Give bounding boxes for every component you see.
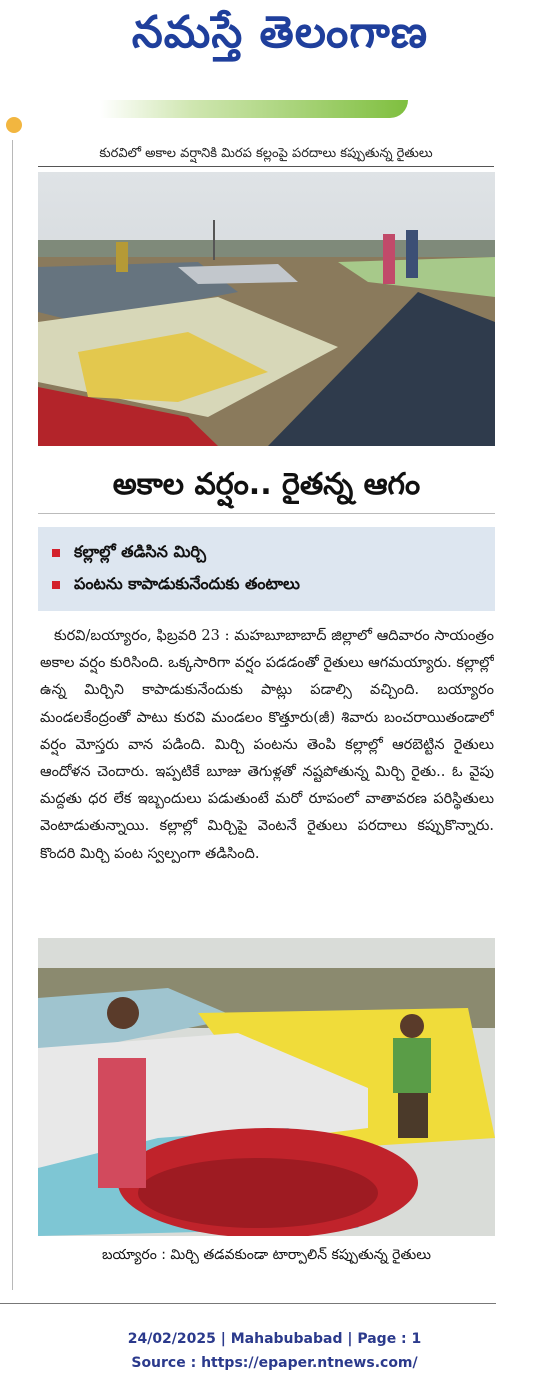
top-photo-caption: కురవిలో అకాల వర్షానికి మిరప కల్లంపై పరదాలు కప్పుతున్న రైతులు	[38, 142, 494, 167]
footer-source: Source : https://epaper.ntnews.com/	[131, 1355, 418, 1371]
bottom-photo-caption: బయ్యారం : మిర్చి తడవకుండా టార్పాలిన్ కప్పుతున్న రైతులు	[102, 1247, 431, 1263]
newspaper-masthead: నమస్తే తెలంగాణ	[131, 6, 429, 58]
decorative-dot	[6, 117, 22, 133]
footer-date-edition: 24/02/2025 | Mahabubabad | Page : 1	[127, 1331, 422, 1347]
subheads-box	[38, 527, 495, 611]
top-photo-farmers-covering-chillies	[38, 172, 495, 446]
subhead-text: పంటను కాపాడుకునేందుకు తంటాలు	[74, 573, 300, 593]
decorative-swoosh	[100, 100, 408, 118]
column-divider	[12, 140, 13, 1290]
subhead-item	[52, 569, 481, 601]
article-body: కురవి/బయ్యారం, ఫిబ్రవరి 23 : మహబూబాబాద్ జిల్లాలో ఆదివారం సాయంత్రం అకాల వర్షం కురిసింది. ఒక్కసారిగా వర్షం పడడంతో రైతులు ఆగమయ్యారు. కల్లాల్లో ఉన్న మిర్చిని కాపాడుకునేందుకు పాట్లు పడాల్సి వచ్చింది. బయ్యారం మండలకేంద్రంతో పాటు కురవి మండలం కొత్తూరు(జీ) శివారు బంచరాయితండాలో వర్షం మోస్తరు వాన పడింది. మిర్చి పంటను తెంపి కల్లాల్లో ఆరబెట్టిన రైతులు ఆందోళన చెందారు. ఇప్పటికే బూజు తెగుళ్లతో నష్టపోతున్న మిర్చి రైతు.. ఓ వైపు మద్దతు ధర లేక ఇబ్బందులు పడుతుంటే మరో రూపంలో వాతావరణ పరిస్థితులు వెంటాడుతున్నాయి. కల్లాల్లో మిర్చిపై వెంటనే రైతులు పరదాలు కప్పుకొన్నారు. కొందరి మిర్చి పంట స్వల్పంగా తడిసింది.	[40, 628, 494, 862]
subhead-text: కల్లాల్లో తడిసిన మిర్చి	[74, 541, 207, 561]
bullet-square-icon	[52, 549, 60, 557]
bottom-photo-tarpaulin-over-chillies	[38, 938, 495, 1236]
bullet-square-icon	[52, 581, 60, 589]
article-headline: అకాల వర్షం.. రైతన్న ఆగం	[38, 457, 495, 514]
subhead-item	[52, 537, 481, 569]
footer-divider	[0, 1303, 496, 1304]
